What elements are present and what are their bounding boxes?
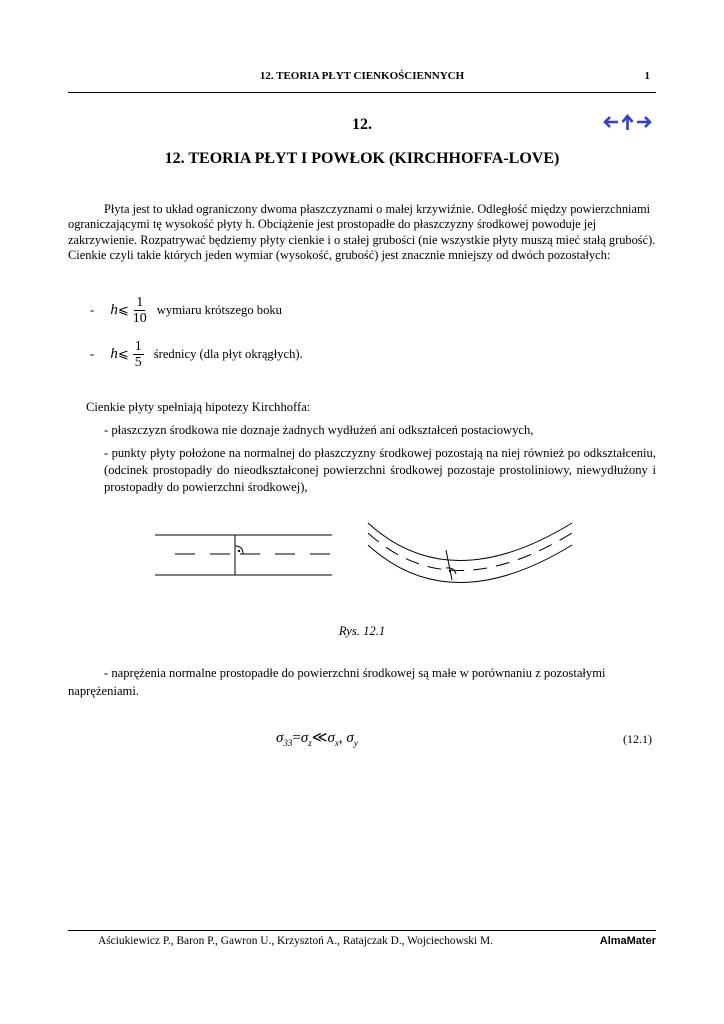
hypothesis-2: - punkty płyty położone na normalnej do płaszczyzny środkowej pozostają na niej również po odkształceniu,(odcinek prostopadły do nieodkształconej powierzchni środkowej pozostaje prostoliniowy, niewydłużony i prostopadły do powierzchni środkowej), [104,446,656,494]
comma: , [338,730,343,746]
sigma-symbol: σ [327,730,335,746]
sigma-symbol: σ [276,730,284,746]
fraction-one-fifth [133,339,144,370]
navigation-arrows [602,113,654,131]
fraction-numerator: 1 [134,338,142,354]
figure-plate-diagram [150,518,580,608]
subscript-x: x [334,738,339,748]
condition-dash: - [90,346,95,361]
arrow-left-icon[interactable] [602,113,619,131]
condition-variable: h [110,301,118,318]
condition-variable: h [110,345,118,362]
stress-paragraph: - naprężenia normalne prostopadłe do powierzchni środkowej są małe w porównaniu z pozostałymi naprężeniami. [68,666,606,698]
subscript-z: z [308,738,312,748]
subscript-33: 33 [283,738,293,748]
hypothesis-1: - płaszczyzn środkowa nie doznaje żadnych wydłużeń ani odkształceń postaciowych, [104,423,534,437]
equation-number: (12.1) [623,732,652,746]
equation-12-1 [276,728,456,748]
flat-plate [155,535,332,575]
chapter-title: 12. TEORIA PŁYT I POWŁOK (KIRCHHOFFA-LOVE) [164,150,560,167]
much-less-sign: ≪ [311,730,328,746]
condition-text: średnicy (dla płyt okrągłych). [153,346,303,361]
figure-caption: Rys. 12.1 [338,624,386,638]
fraction-numerator: 1 [136,294,144,310]
page-number: 1 [644,70,650,82]
condition-text: wymiaru krótszego boku [156,302,282,317]
fraction-denominator: 10 [132,310,147,326]
arrow-right-icon[interactable] [636,113,653,131]
subscript-y: y [353,738,358,748]
running-header-title: 12. TEORIA PŁYT CIENKOŚCIENNYCH [259,70,465,82]
condition-relation: ⩽ [117,346,129,361]
condition-relation: ⩽ [117,302,129,317]
header-rule [68,92,656,93]
condition-dash: - [90,302,95,317]
intro-paragraph: Płyta jest to układ ograniczony dwoma płaszczyznami o małej krzywiźnie. Odległość między powierzchniami ograniczającymi tę wysokość płyty h. Obciążenie jest prostopadłe do płaszczyzny środkowej powoduje jej zakrzywienie. Rozpatrywać będziemy płyty cienkie i o stałej grubości (nie wszystkie płyty muszą mieć stałą grubość). Cienkie czyli takie których jeden wymiar (wysokość, grubość) jest znacznie mniejszy od dwóch pozostałych: [68,202,656,263]
fraction-one-tenth [133,295,147,326]
fraction-denominator: 5 [134,354,142,370]
bent-plate [368,523,572,583]
condition-1 [90,292,282,328]
hypotheses-intro: Cienkie płyty spełniają hipotezy Kirchhoffa: [86,400,311,414]
footer-authors: Aściukiewicz P., Baron P., Gawron U., Krzysztoń A., Ratajczak D., Wojciechowski M. [98,935,493,947]
footer-brand: AlmaMater [599,935,656,947]
chapter-number: 12. [352,116,372,133]
footer-rule [68,930,656,931]
condition-2 [90,336,303,372]
equals-sign: = [292,730,301,746]
sigma-symbol: σ [300,730,309,746]
sigma-symbol: σ [346,730,354,746]
arrow-up-icon[interactable] [619,113,636,131]
